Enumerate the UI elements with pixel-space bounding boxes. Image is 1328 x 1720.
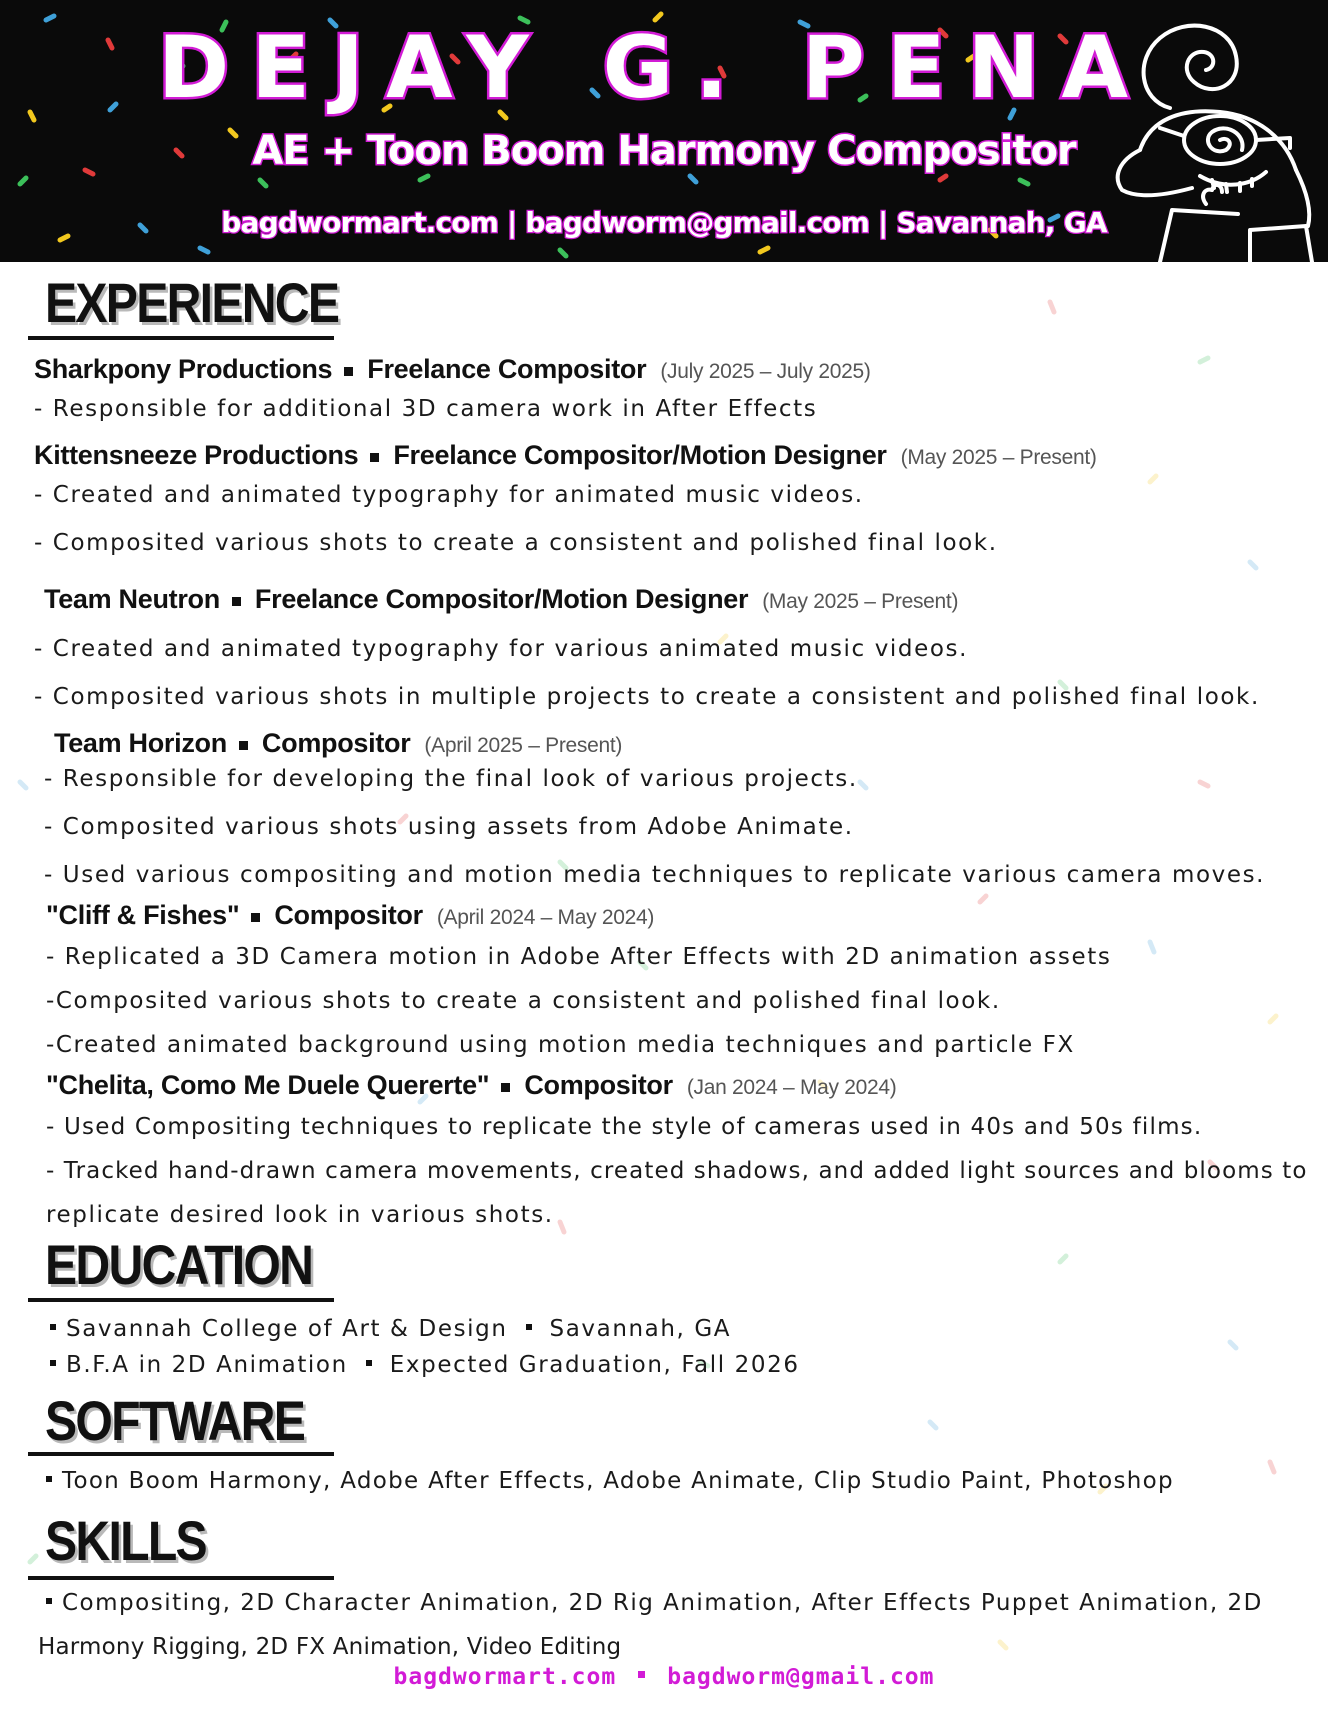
job-company: Team Neutron — [44, 584, 220, 614]
job-title: Compositor — [261, 728, 411, 758]
job-title: Compositor — [274, 900, 423, 930]
job-title: Freelance Compositor/Motion Designer — [393, 440, 887, 470]
job-company: Team Horizon — [54, 728, 227, 758]
education-school: Savannah College of Art & Design — [66, 1316, 508, 1342]
section-rule-software — [28, 1452, 334, 1456]
bullet-square — [46, 1476, 52, 1482]
separator-square — [366, 1360, 372, 1366]
section-rule-experience — [28, 336, 334, 340]
applicant-role: AE + Toon Boom Harmony Compositor — [252, 128, 1076, 174]
job-company: "Cliff & Fishes" — [46, 900, 240, 930]
skills-line-1 — [46, 1590, 1263, 1616]
job-company: Sharkpony Productions — [34, 354, 333, 384]
job-dates: (May 2025 – Present) — [900, 446, 1097, 469]
job-bullet: - Replicated a 3D Camera motion in Adobe After Effects with 2D animation assets — [46, 944, 1112, 970]
software-line — [46, 1468, 1174, 1494]
footer-website[interactable]: bagdwormart.com — [393, 1664, 617, 1690]
education-line-degree — [50, 1352, 800, 1378]
section-title-education: EDUCATION — [45, 1233, 313, 1296]
job-bullet: - Composited various shots using assets from Adobe Animate. — [44, 814, 854, 840]
applicant-name: DEJAY G. PENA — [157, 18, 1151, 118]
job-bullet: - Used Compositing techniques to replicate the style of cameras used in 40s and 50s films. — [46, 1114, 1203, 1140]
footer-email[interactable]: bagdworm@gmail.com — [667, 1664, 935, 1690]
job-entry — [44, 584, 958, 615]
job-bullet: - Used various compositing and motion media techniques to replicate various camera moves. — [44, 862, 1266, 888]
job-entry — [54, 728, 622, 759]
skills-text-1: Compositing, 2D Character Animation, 2D Rig Animation, After Effects Puppet Animation, 2D — [62, 1590, 1263, 1616]
job-dates: (April 2024 – May 2024) — [436, 906, 655, 929]
job-bullet: - Composited various shots to create a consistent and polished final look. — [34, 530, 998, 556]
education-location: Savannah, GA — [549, 1316, 732, 1342]
job-bullet: - Created and animated typography for various animated music videos. — [34, 636, 969, 662]
job-bullet: - Created and animated typography for animated music videos. — [34, 482, 864, 508]
job-entry — [34, 354, 871, 385]
software-list: Toon Boom Harmony, Adobe After Effects, Adobe Animate, Clip Studio Paint, Photoshop — [62, 1468, 1174, 1494]
job-bullet: - Responsible for additional 3D camera work in After Effects — [34, 396, 818, 422]
job-bullet: - Responsible for developing the final look of various projects. — [44, 766, 858, 792]
job-bullet: replicate desired look in various shots. — [46, 1202, 554, 1228]
separator-square — [239, 741, 248, 750]
separator-square — [501, 1083, 510, 1092]
job-title: Freelance Compositor — [367, 354, 647, 384]
bullet-square — [46, 1598, 52, 1604]
job-company: Kittensneeze Productions — [34, 440, 359, 470]
bullet-square — [50, 1324, 56, 1330]
footer-contact — [0, 1664, 1328, 1690]
job-bullet: -Composited various shots to create a consistent and polished final look. — [46, 988, 1001, 1014]
job-dates: (Jan 2024 – May 2024) — [686, 1076, 897, 1099]
header-banner — [0, 0, 1328, 262]
mascot-illustration — [1100, 0, 1328, 262]
section-title-software: SOFTWARE — [45, 1389, 305, 1452]
job-bullet: - Composited various shots in multiple projects to create a consistent and polished final look. — [34, 684, 1260, 710]
job-dates: (May 2025 – Present) — [762, 590, 959, 613]
education-line-school — [50, 1316, 731, 1342]
separator-square — [370, 453, 379, 462]
bullet-square — [50, 1360, 56, 1366]
job-entry — [34, 440, 1097, 471]
education-graduation: Expected Graduation, Fall 2026 — [389, 1352, 800, 1378]
job-dates: (July 2025 – July 2025) — [660, 360, 871, 383]
job-entry — [46, 1070, 896, 1101]
job-dates: (April 2025 – Present) — [424, 734, 623, 757]
job-bullet: -Created animated background using motion media techniques and particle FX — [46, 1032, 1075, 1058]
job-title: Compositor — [524, 1070, 673, 1100]
separator-square — [344, 367, 353, 376]
job-title: Freelance Compositor/Motion Designer — [254, 584, 749, 614]
separator-square — [526, 1324, 532, 1330]
section-rule-skills — [28, 1576, 334, 1580]
job-company: "Chelita, Como Me Duele Quererte" — [46, 1070, 490, 1100]
job-bullet: - Tracked hand-drawn camera movements, created shadows, and added light sources and blooms to — [46, 1158, 1308, 1184]
section-title-experience: EXPERIENCE — [45, 271, 339, 334]
separator-square — [232, 597, 241, 606]
skills-line-2: Harmony Rigging, 2D FX Animation, Video Editing — [38, 1634, 622, 1660]
separator-square — [251, 913, 260, 922]
section-title-skills: SKILLS — [45, 1509, 206, 1572]
header-contact: bagdwormart.com | bagdworm@gmail.com | Savannah, GA — [221, 206, 1107, 239]
education-degree: B.F.A in 2D Animation — [66, 1352, 348, 1378]
job-entry — [46, 900, 654, 931]
section-rule-education — [28, 1298, 334, 1302]
footer-separator-square — [638, 1671, 645, 1678]
